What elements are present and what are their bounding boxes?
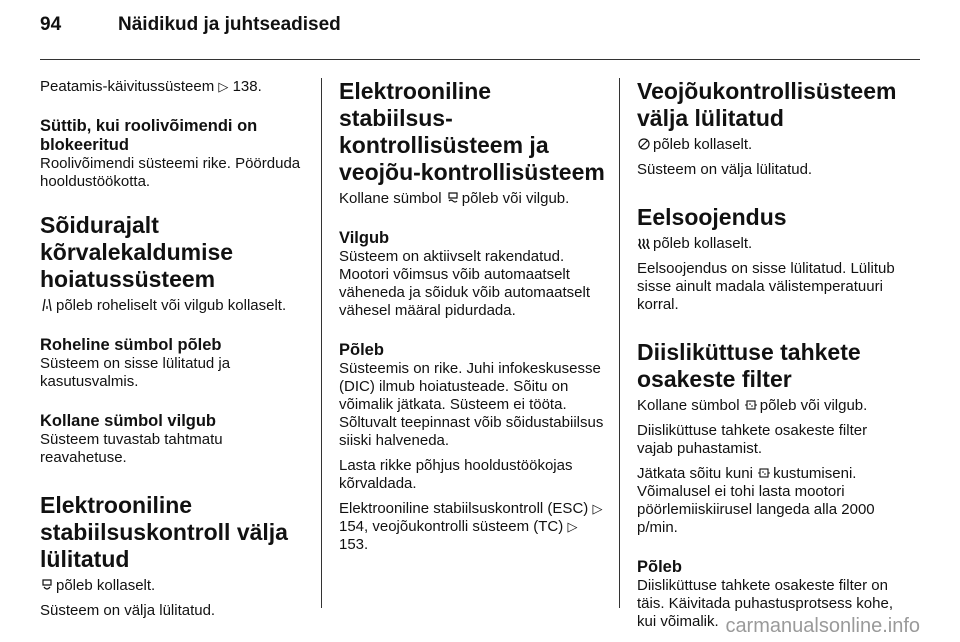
header-rule [40,59,920,60]
section-heading: Elektrooniline stabiilsuskontroll välja lülitatud [40,492,288,572]
column-1 [40,78,306,627]
section-text: Eelsoojendus on sisse lülitatud. Lülitub sisse ainult madala välistemperatuuri korral. [637,260,895,313]
section-text: Kollane sümbol põleb või vilgub. [637,397,868,414]
section-heading: Veojõukontrollisüsteem välja lülitatud [637,78,897,131]
section-text: Süsteem on välja lülitatud. [637,161,813,178]
section-heading: Roheline sümbol põleb [40,336,222,354]
section-text: Jätkata sõitu kuni kustumiseni. Võimalusel ei tohi lasta mootori pöörlemiiskiirusel langeda alla 2000 p/min. [637,465,875,536]
section-heading: Elektrooniline stabiilsus-kontrollisüsteem ja veojõu-kontrollisüsteem [339,78,605,185]
section-heading: Eelsoojendus [637,204,787,230]
section-heading: Sõidurajalt kõrvalekaldumise hoiatussüsteem [40,212,234,292]
section-text: põleb kollaselt. [40,577,306,595]
traction-control-off-icon [637,137,651,151]
section-text: Diisliküttuse tahkete osakeste filter vajab puhastamist. [637,422,868,457]
section-heading: Kollane sümbol vilgub [40,412,217,430]
column-divider [321,78,322,608]
section-text: Roolivõimendi süsteemi rike. Pöörduda hooldustöökotta. [40,155,301,190]
page-title: Näidikud ja juhtseadised [118,14,341,35]
esc-off-icon [40,578,54,592]
section-text: Süsteem tuvastab tahtmatu reavahetuse. [40,431,223,466]
watermark: carmanualsonline.info [725,615,920,637]
section-text: Süsteemis on rike. Juhi infokeskusesse (DIC) ilmub hoiatusteade. Sõitu on võimalik jätkata. Süsteem ei tööta. Sõltuvalt teepinnast võib sõidustabiilsus siiski halveneda. [339,360,604,449]
section-text: Kollane sümbol põleb või vilgub. [339,190,570,207]
section-heading: Põleb [637,558,682,576]
page-number: 94 [40,14,62,35]
particulate-filter-icon [757,466,771,480]
section-text: põleb roheliselt või vilgub kollaselt. [40,297,306,315]
section-heading: Diisliküttuse tahkete osakeste filter [637,339,861,392]
section-text: Elektrooniline stabiilsuskontroll (ESC) ▷ 154, veojõukontrolli süsteem (TC) ▷ 153. [339,500,603,553]
page-ref-arrow-icon: ▷ [218,79,229,94]
section-text: põleb kollaselt. [637,136,907,154]
intro-paragraph: Peatamis-käivitussüsteem ▷ 138. [40,78,262,95]
section-heading: Süttib, kui roolivõimendi on blokeeritud [40,117,258,154]
section-heading: Vilgub [339,229,390,247]
particulate-filter-icon [744,398,758,412]
section-text: Lasta rikke põhjus hooldustöökojas kõrvaldada. [339,457,573,492]
section-text: Süsteem on aktiivselt rakendatud. Mootori võimsus võib automaatselt väheneda ja sõiduk võib automaatselt vähesel määral pidurdada. [339,248,591,319]
page-ref-arrow-icon: ▷ [592,501,603,516]
column-2 [339,78,605,561]
section-text: põleb kollaselt. [637,235,907,253]
column-3 [637,78,907,638]
lane-departure-icon [40,298,54,312]
page-ref-arrow-icon: ▷ [567,519,578,534]
glow-plug-icon [637,236,651,250]
column-divider [619,78,620,608]
section-heading: Põleb [339,341,384,359]
section-text: Süsteem on sisse lülitatud ja kasutusvalmis. [40,355,231,390]
section-text: Diisliküttuse tahkete osakeste filter on täis. Käivitada puhastusprotsess kohe, kui võimalik. [637,577,893,630]
esc-icon [446,191,460,205]
section-text: Süsteem on välja lülitatud. [40,602,216,619]
